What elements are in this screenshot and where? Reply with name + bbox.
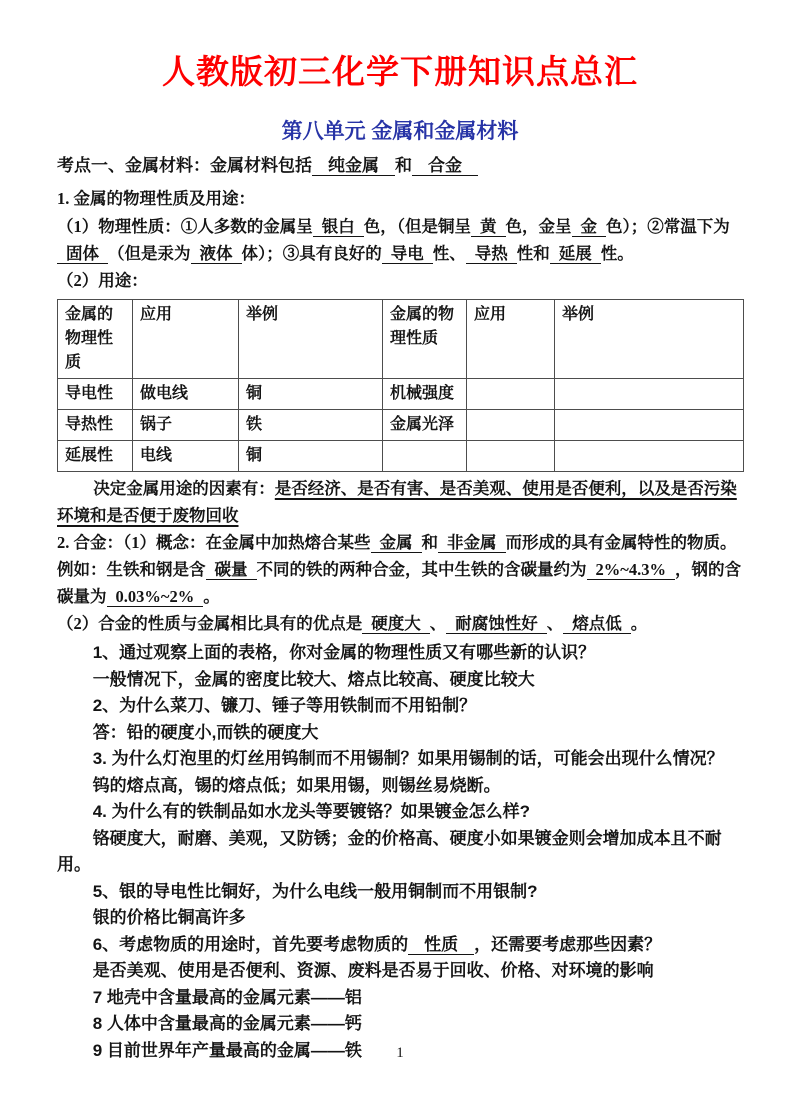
table-cell: 做电线 (133, 379, 239, 410)
doc-title: 人教版初三化学下册知识点总汇 (162, 53, 638, 90)
answer-5: 银的价格比铜高许多 (92, 908, 246, 927)
table-row (58, 441, 744, 472)
table-cell (467, 410, 555, 441)
decide-factors-paragraph: 决定金属用途的因素有：是否经济、是否有害、是否美观、使用是否便利，以及是否污染环境和是否便于废物回收 (57, 479, 737, 525)
blank-melting-point: 熔点低 (563, 614, 631, 634)
table-cell (555, 441, 744, 472)
table-cell (555, 379, 744, 410)
question-2: 2、为什么菜刀、镰刀、锤子等用铁制而不用铅制？ (92, 696, 477, 715)
table-cell (467, 379, 555, 410)
alloy-concept-paragraph: 2. 合金：（1）概念：在金属中加热熔合某些 金属 和 非金属 而形成的具有金属特性的物质。例如：生铁和钢是含 碳量 不同的铁的两种合金，其中生铁的含碳量约为 2%~4.3% ，钢的含碳量为 0.03%~2% 。 (57, 533, 741, 606)
blank-ductility: 延展 (550, 244, 601, 264)
exam-point-label: 考点一、金属材料：金属材料包括 (57, 156, 312, 175)
blank-corrosion-resistance: 耐腐蚀性好 (446, 614, 547, 634)
blank-yellow: 黄 (471, 217, 506, 237)
answer-6: 是否美观、使用是否便利、资源、废料是否易于回收、价格、对环境的影响 (92, 961, 654, 980)
blank-steel-carbon-range: 0.03%~2% (107, 587, 204, 607)
fact-item-7: 7 地壳中含量最高的金属元素——铝 (92, 987, 362, 1007)
fact-item-8: 8 人体中含量最高的金属元素——钙 (92, 1014, 362, 1033)
answer-4: 铬硬度大，耐磨、美观，又防锈；金的价格高、硬度小如果镀金则会增加成本且不耐用。 (57, 828, 722, 874)
blank-pure-metal: 纯金属 (312, 156, 395, 176)
physical-properties-paragraph: （1）物理性质：①人多数的金属呈 银白 色，（但是铜呈 黄 色，金呈 金 色）；②常温下为固体 （但是汞为 液体 体）；③具有良好的 导电 性、 导热 性和 延展 性。 (57, 217, 730, 263)
properties-table (57, 299, 744, 472)
table-cell: 延展性 (58, 441, 133, 472)
table-row (58, 379, 744, 410)
table-header-cell: 举例 (239, 300, 383, 379)
blank-gold: 金 (572, 217, 607, 237)
section1-heading: 1. 金属的物理性质及用途： (57, 189, 255, 208)
table-header-row (58, 300, 744, 379)
table-cell: 机械强度 (383, 379, 467, 410)
uses-heading: （2）用途： (57, 271, 148, 290)
fact-item-9: 9 目前世界年产量最高的金属——铁 (92, 1040, 362, 1060)
decide-factors-underlined: 是否经济、是否有害、是否美观、使用是否便利，以及是否污染环境和是否便于废物回收 (57, 479, 737, 525)
blank-carbon-content: 碳量 (206, 560, 257, 580)
blank-property: 性质 (408, 935, 474, 955)
question-6: 6、考虑物质的用途时，首先要考虑物质的 性质 ，还需要考虑那些因素？ (92, 934, 662, 954)
blank-pig-iron-carbon-range: 2%~4.3% (587, 560, 675, 580)
table-cell: 铜 (239, 441, 383, 472)
qa-section (57, 640, 743, 1064)
blank-heat-conduction: 导热 (466, 244, 517, 264)
blank-solid: 固体 (57, 244, 108, 264)
blank-metal: 金属 (371, 533, 422, 553)
blank-silver-white: 银白 (313, 217, 364, 237)
page-number: 1 (396, 1045, 404, 1061)
blank-conductivity: 导电 (382, 244, 433, 264)
table-cell: 电线 (133, 441, 239, 472)
table-cell: 铁 (239, 410, 383, 441)
table-header-cell: 应用 (467, 300, 555, 379)
unit-heading: 第八单元 金属和金属材料 (281, 120, 519, 143)
table-cell: 金属光泽 (383, 410, 467, 441)
exam-point-1-line (57, 152, 743, 179)
table-header-cell: 举例 (555, 300, 744, 379)
table-header-cell: 金属的物理性质 (58, 300, 133, 379)
question-3: 3. 为什么灯泡里的灯丝用钨制而不用锡制？如果用锡制的话，可能会出现什么情况？ (92, 749, 724, 768)
table-cell: 锅子 (133, 410, 239, 441)
conjunction-text: 和 (395, 156, 412, 175)
table-cell (467, 441, 555, 472)
table-cell (555, 410, 744, 441)
table-header-cell: 应用 (133, 300, 239, 379)
blank-nonmetal: 非金属 (438, 533, 506, 553)
table-cell: 导电性 (58, 379, 133, 410)
table-cell (383, 441, 467, 472)
question-4: 4. 为什么有的铁制品如水龙头等要镀铬？如果镀金怎么样? (92, 802, 530, 821)
table-cell: 导热性 (58, 410, 133, 441)
blank-alloy: 合金 (412, 156, 478, 176)
answer-2: 答：铅的硬度小,而铁的硬度大 (92, 722, 319, 742)
table-cell: 铜 (239, 379, 383, 410)
question-1: 1、通过观察上面的表格，你对金属的物理性质又有哪些新的认识？ (92, 643, 596, 662)
question-5: 5、银的导电性比铜好，为什么电线一般用铜制而不用银制? (92, 881, 538, 901)
table-row (58, 410, 744, 441)
table-header-cell: 金属的物理性质 (383, 300, 467, 379)
alloy-advantages-paragraph: （2）合金的性质与金属相比具有的优点是 硬度大 、 耐腐蚀性好 、 熔点低 。 (57, 614, 648, 633)
answer-1: 一般情况下，金属的密度比较大、熔点比较高、硬度比较大 (92, 669, 535, 689)
blank-liquid: 液体 (191, 244, 242, 264)
answer-3: 钨的熔点高，锡的熔点低；如果用锡，则锡丝易烧断。 (92, 775, 501, 795)
blank-hardness: 硬度大 (362, 614, 430, 634)
